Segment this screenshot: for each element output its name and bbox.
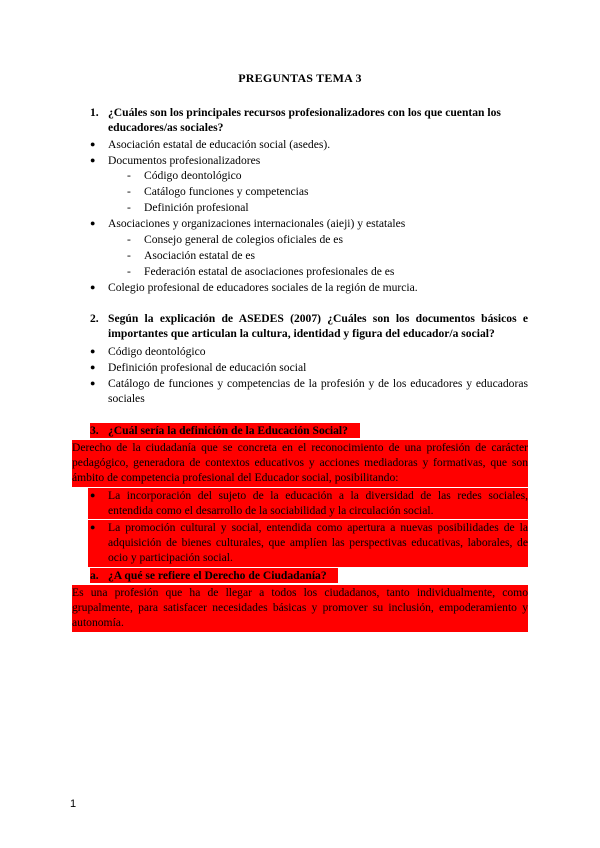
answer-paragraph: Es una profesión que ha de llegar a todos los ciudadanos, tanto individualmente, como grupalmente, para satisfacer necesidades básicas y promover su inclusión, empoderamiento y autonomía. (72, 586, 528, 629)
sub-list-item: - Código deontológico (127, 169, 242, 182)
sub-question-text: ¿A qué se refiere el Derecho de Ciudadanía? (108, 569, 327, 582)
list-item: ● La promoción cultural y social, entendida como apertura a nuevas posibilidades de la adquisición de bienes culturales, que amplíen las perspectivas educativas, laborales, de ocio y participación social. (90, 520, 528, 565)
sub-list-item: - Federación estatal de asociaciones profesionales de es (127, 265, 395, 278)
sub-list-item: - Asociación estatal de es (127, 249, 256, 262)
question-text: ¿Cuál sería la definición de la Educación Social? (108, 424, 348, 437)
list-item: ● Colegio profesional de educadores sociales de la región de murcia. (90, 280, 418, 295)
list-item: ● Asociaciones y organizaciones internacionales (aieji) y estatales (90, 216, 405, 231)
question-number: 1. (90, 106, 99, 119)
question-1 (90, 105, 528, 135)
page-title: PREGUNTAS TEMA 3 (238, 71, 362, 85)
sub-question-letter: a. (90, 569, 99, 582)
list-item: ● Catálogo de funciones y competencias de la profesión y de los educadores y educadoras sociales (90, 376, 528, 406)
sub-list-item: - Consejo general de colegios oficiales de es (127, 233, 343, 246)
page-number: 1 (70, 798, 77, 810)
list-item: ● Código deontológico (90, 344, 206, 359)
list-item: ● Asociación estatal de educación social (asedes). (90, 137, 330, 152)
sub-list-item: - Catálogo funciones y competencias (127, 185, 309, 198)
question-number: 2. (90, 312, 99, 325)
list-item: ● La incorporación del sujeto de la educación a la diversidad de las redes sociales, entendida como el desarrollo de la sociabilidad y la circulación social. (90, 488, 528, 518)
definition-paragraph: Derecho de la ciudadanía que se concreta en el reconocimiento de una profesión de carácter pedagógico, generadora de contextos educativos y acciones mediadoras y formativas, que son ámbito de competencia profesional del Educador social, posibilitando: (72, 441, 528, 484)
list-item: ● Definición profesional de educación social (90, 360, 306, 375)
list-item: ● Documentos profesionalizadores (90, 153, 260, 168)
question-text: Según la explicación de ASEDES (2007) ¿Cuáles son los documentos básicos e importantes que articulan la cultura, identidad y figura del educador/a social? (108, 312, 528, 340)
sub-question-a (90, 568, 528, 583)
sub-list-item: - Definición profesional (127, 201, 249, 214)
question-text: ¿Cuáles son los principales recursos profesionalizadores con los que cuentan los educadores/as sociales? (108, 106, 501, 134)
question-3 (90, 423, 528, 438)
question-2 (90, 311, 528, 341)
question-number: 3. (90, 424, 99, 437)
